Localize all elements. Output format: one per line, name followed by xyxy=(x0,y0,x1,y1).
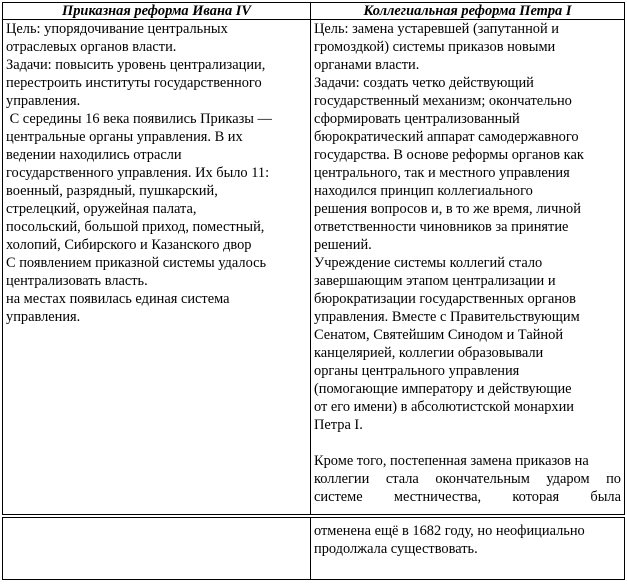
text-line: Сенатом, Святейшим Синодом и Тайной xyxy=(314,327,564,343)
text-line: системе местничества, которая была xyxy=(314,489,621,505)
text-line: Задачи: создать четко действующий xyxy=(314,75,534,91)
table-header-row xyxy=(3,3,624,20)
text-line: военный, разрядный, пушкарский, xyxy=(6,183,218,199)
text-line: от его имени) в абсолютистской монархии xyxy=(314,399,575,415)
text-line: громоздкой) системы приказов новыми xyxy=(314,39,556,55)
paragraph-tail xyxy=(314,452,621,506)
text-line: бюрократический аппарат самодержавного xyxy=(314,129,579,145)
text-line: (помогающие императору и действующие xyxy=(314,381,572,397)
text-line: централизовать власть. xyxy=(6,273,148,289)
text-line: С появлением приказной системы удалось xyxy=(6,255,267,271)
text-line: канцелярией, коллегии образовывали xyxy=(314,345,544,361)
text-line: ведении находились отрасли xyxy=(6,147,182,163)
text-line: перестроить институты государственного xyxy=(6,75,262,91)
text-line: С середины 16 века появились Приказы — xyxy=(6,111,272,127)
text-line: посольский, большой приход, поместный, xyxy=(6,219,265,235)
text-line: центрального, так и местного управления xyxy=(314,165,570,181)
text-line: государства. В основе реформы органов как xyxy=(314,147,584,163)
header-ivan-reform: Приказная реформа Ивана IV xyxy=(62,3,251,19)
text-line: управления. xyxy=(6,309,81,325)
text-line: стрелецкий, оружейная палата, xyxy=(6,201,197,217)
text-line: органы центрального управления xyxy=(314,363,520,379)
header-peter-reform: Коллегиальная реформа Петра I xyxy=(363,3,572,19)
text-line: продолжала существовать. xyxy=(314,541,478,557)
text-line: государственный механизм; окончательно xyxy=(314,93,572,109)
cell-peter-reform-continued xyxy=(311,522,624,558)
text-line: находился принцип коллегиального xyxy=(314,183,533,199)
cell-ivan-reform xyxy=(3,20,310,326)
comparison-table xyxy=(2,2,625,515)
text-line: Цель: замена устаревшей (запутанной и xyxy=(314,21,559,37)
text-line: органами власти. xyxy=(314,57,420,73)
text-line: отменена ещё в 1682 году, но неофициально xyxy=(314,523,585,539)
text-line: решений. xyxy=(314,237,372,253)
blank-line xyxy=(314,434,621,452)
text-line: управления. Вместе с Правительствующим xyxy=(314,309,580,325)
text-line: на местах появилась единая система xyxy=(6,291,230,307)
text-line: управления. xyxy=(6,93,81,109)
text-line: Задачи: повысить уровень централизации, xyxy=(6,57,266,73)
text-line: решения вопросов и, в то же время, личной xyxy=(314,201,581,217)
text-line: завершающим этапом централизации и xyxy=(314,273,556,289)
text-line: Цель: упорядочивание центральных xyxy=(6,21,228,37)
cell-peter-reform xyxy=(311,20,624,506)
text-line: Кроме того, постепенная замена приказов на xyxy=(314,453,589,469)
text-line: государственного управления. Их было 11: xyxy=(6,165,270,181)
text-line: центральные органы управления. В их xyxy=(6,129,243,145)
text-line: Петра I. xyxy=(314,417,363,433)
text-line: сформировать централизованный xyxy=(314,111,520,127)
text-line: отраслевых органов власти. xyxy=(6,39,177,55)
text-line: ответственности чиновников за принятие xyxy=(314,219,569,235)
text-line: Учреждение системы коллегий стало xyxy=(314,255,543,271)
text-line: холопий, Сибирского и Казанского двор xyxy=(6,237,252,253)
text-line: коллегии стала окончательным ударом по xyxy=(314,471,621,487)
comparison-table-continuation xyxy=(2,517,625,580)
text-line: бюрократизации государственных органов xyxy=(314,291,576,307)
